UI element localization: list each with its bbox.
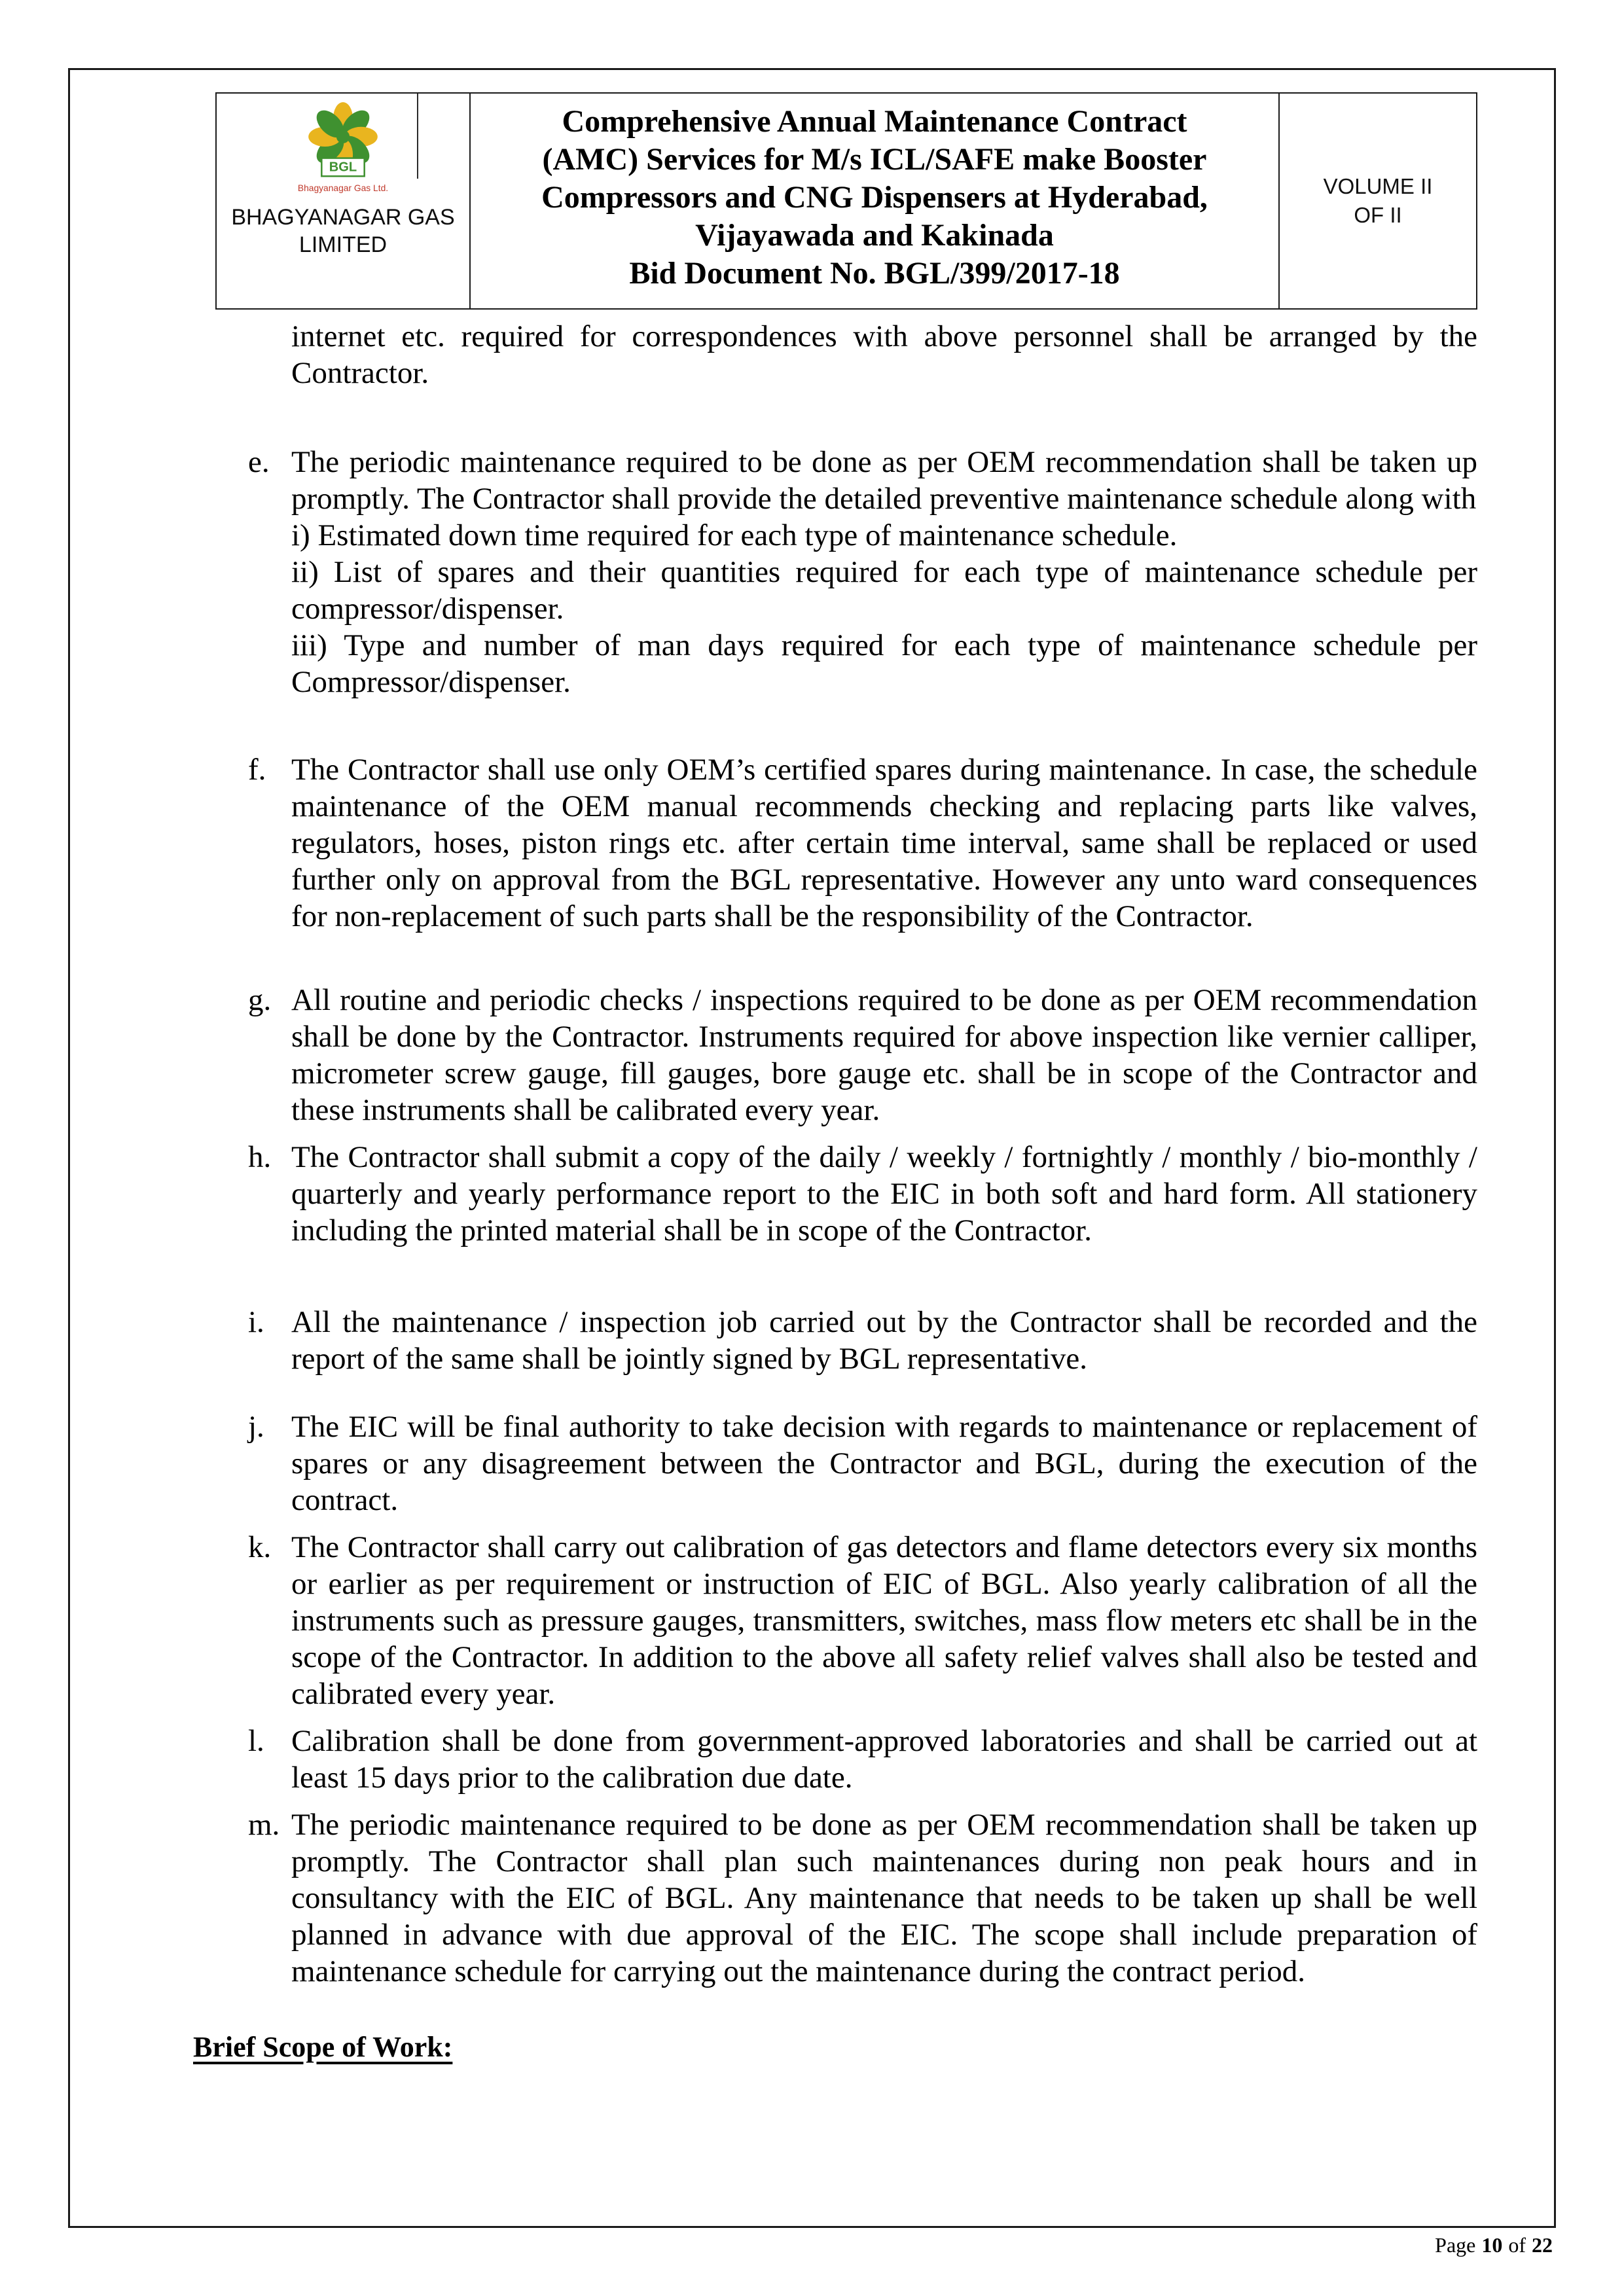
- intro-paragraph: internet etc. required for correspondences with above personnel shall be arranged by the Contractor.: [291, 319, 1477, 390]
- item-text: All the maintenance / inspection job carried out by the Contractor shall be recorded and the report of the same shall be jointly signed by BGL representative.: [291, 1305, 1477, 1376]
- item-label: g.: [248, 983, 272, 1017]
- org-name-line: LIMITED: [298, 232, 388, 257]
- item-text-main: The periodic maintenance required to be done as per OEM recommendation shall be taken up promptly. The Contractor shall provide the detailed preventive maintenance schedule along with: [291, 445, 1477, 516]
- total-pages-value: 22: [1532, 2233, 1553, 2257]
- list-item-j: [193, 1408, 1477, 1518]
- title-line: (AMC) Services for M/s ICL/SAFE make Booster: [542, 142, 1207, 177]
- item-label: f.: [248, 753, 266, 787]
- item-label: h.: [248, 1140, 272, 1174]
- list-item-l: [193, 1723, 1477, 1796]
- volume-line: VOLUME II: [1323, 174, 1433, 198]
- volume-line: OF II: [1354, 203, 1402, 227]
- page-number: [1435, 2232, 1553, 2258]
- page-border: [68, 68, 1556, 2228]
- bid-document-number: Bid Document No. BGL/399/2017-18: [629, 256, 1120, 291]
- org-name: [231, 204, 454, 259]
- item-subline: ii) List of spares and their quantities required for each type of maintenance schedule per compressor/dispenser.: [291, 555, 1477, 626]
- item-text: The Contractor shall submit a copy of the daily / weekly / fortnightly / monthly / bio-monthly / quarterly and yearly performance report to the EIC in both soft and hard form. All stationery including the printed material shall be in scope of the Contractor.: [291, 1140, 1477, 1247]
- volume-label: [1280, 94, 1476, 308]
- item-text: All routine and periodic checks / inspections required to be done as per OEM recommendation shall be done by the Contractor. Instruments required for above inspection like vernier calliper, micrometer screw gauge, fill gauges, bore gauge etc. shall be in scope of the Contractor and these instruments shall be calibrated every year.: [291, 983, 1477, 1127]
- item-subline: iii) Type and number of man days required for each type of maintenance schedule per Compressor/dispenser.: [291, 628, 1477, 699]
- logo-cell-divider: [417, 94, 418, 179]
- item-text: The Contractor shall use only OEM’s certified spares during maintenance. In case, the schedule maintenance of the OEM manual recommends checking and replacing parts like valves, regulators, hoses, piston rings etc. after certain time interval, same shall be replaced or used further only on approval from the BGL representative. However any unto ward consequences for non-replacement of such parts shall be the responsibility of the Contractor.: [291, 753, 1477, 933]
- bgl-logo: [285, 99, 401, 201]
- item-text: The periodic maintenance required to be done as per OEM recommendation shall be taken up promptly. The Contractor shall plan such maintenances during non peak hours and in consultancy with the EIC of BGL. Any maintenance that needs to be taken up shall be well planned in advance with due approval of the EIC. The scope shall include preparation of maintenance schedule for carrying out the maintenance during the contract period.: [291, 1808, 1477, 1988]
- header-table: [215, 92, 1477, 310]
- section-heading: Brief Scope of Work:: [193, 2031, 453, 2063]
- title-line: Comprehensive Annual Maintenance Contract: [562, 104, 1187, 139]
- list-item-e: [193, 444, 1477, 700]
- item-text: Calibration shall be done from government-approved laboratories and shall be carried out at least 15 days prior to the calibration due date.: [291, 1724, 1477, 1795]
- list-item-k: [193, 1529, 1477, 1712]
- page-number-value: 10: [1481, 2233, 1503, 2257]
- org-name-line: BHAGYANAGAR GAS: [231, 205, 455, 230]
- title-line: Vijayawada and Kakinada: [695, 218, 1054, 253]
- item-label: j.: [248, 1410, 264, 1444]
- list-item-g: [193, 982, 1477, 1128]
- list-item-h: [193, 1139, 1477, 1249]
- item-text: The Contractor shall carry out calibration of gas detectors and flame detectors every six months or earlier as per requirement or instruction of EIC of BGL. Also yearly calibration of all the instruments such as pressure gauges, transmitters, switches, mass flow meters etc shall be in the scope of the Contractor. In addition to the above all safety relief valves shall also be tested and calibrated every year.: [291, 1530, 1477, 1711]
- list-item-m: [193, 1806, 1477, 1990]
- list-item-f: [193, 751, 1477, 935]
- document-title: [471, 94, 1280, 308]
- item-text: [291, 444, 1477, 700]
- logo-badge-text: BGL: [329, 160, 357, 175]
- item-label: e.: [248, 445, 270, 479]
- list-item-i: [193, 1304, 1477, 1377]
- item-label: k.: [248, 1530, 272, 1564]
- item-label: i.: [248, 1305, 264, 1339]
- logo-cell: [217, 94, 471, 308]
- item-subline: i) Estimated down time required for each type of maintenance schedule.: [291, 518, 1178, 552]
- title-line: Compressors and CNG Dispensers at Hyderabad,: [541, 180, 1208, 215]
- item-text: The EIC will be final authority to take decision with regards to maintenance or replacement of spares or any disagreement between the Contractor and BGL, during the execution of the contract.: [291, 1410, 1477, 1517]
- of-word: of: [1508, 2233, 1526, 2257]
- body-content: [193, 318, 1477, 2066]
- item-label: m.: [248, 1808, 280, 1842]
- page-word: Page: [1435, 2233, 1476, 2257]
- logo-caption-text: Bhagyanagar Gas Ltd.: [297, 182, 389, 193]
- item-label: l.: [248, 1724, 264, 1758]
